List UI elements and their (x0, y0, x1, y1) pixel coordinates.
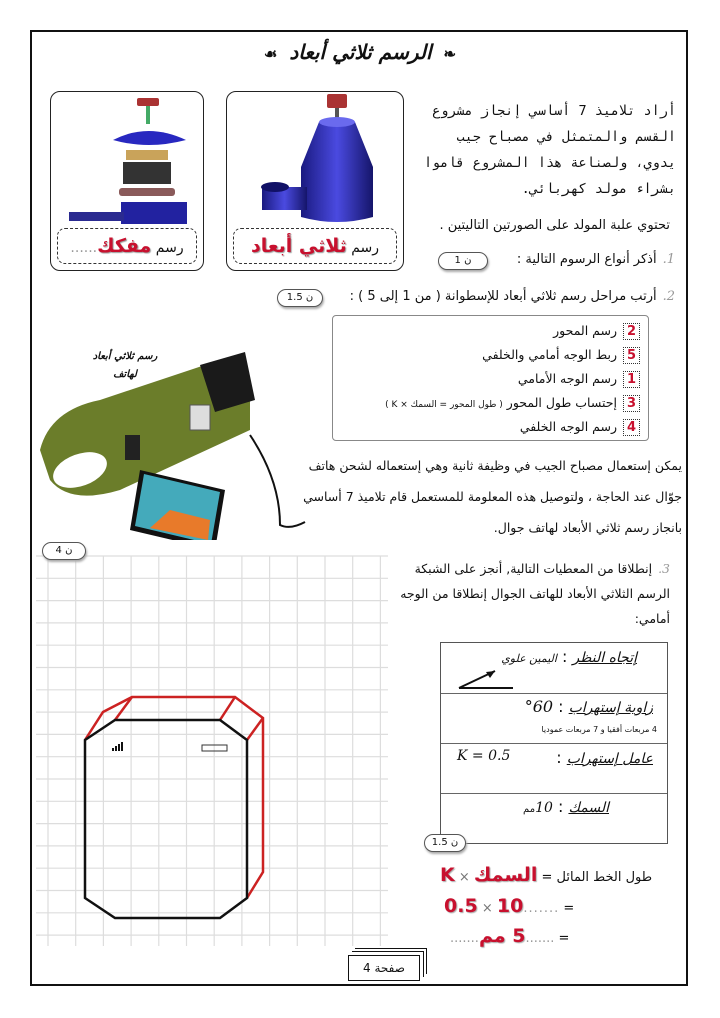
step-answer: 5 (623, 347, 640, 364)
steps-box (332, 315, 649, 441)
caption-answer: مفكك (97, 235, 152, 257)
phone-depth-edge (247, 718, 263, 740)
question-2: 2.أرتب مراحل رسم ثلاثي أبعاد للإسطوانة ( من 1 إلى 5 ) : (349, 289, 675, 304)
thickness-row: السمك : 10مم (523, 797, 609, 816)
exploded-caption: رسم مفكك...... (57, 228, 197, 264)
step-item: 1رسم الوجه الأمامي (518, 371, 640, 388)
question-1: 1.أذكر أنواع الرسوم التالية : (516, 252, 675, 267)
data-table (440, 642, 668, 844)
ornament-icon: ☙ (263, 45, 278, 63)
points-badge: 1.5 ن (277, 289, 323, 307)
points-badge: 1 ن (438, 252, 488, 270)
phone-depth-edge (220, 697, 235, 720)
phone-front-face (85, 720, 247, 918)
direction-row: إتجاه النظر : اليمين علوي (441, 643, 667, 694)
flashlight-charging-phone-image (30, 340, 320, 540)
points-badge: 1.5 ن (424, 834, 466, 852)
generator-exploded-illustration (51, 92, 203, 227)
caption-answer: ثلاثي أبعاد (250, 235, 347, 257)
step-answer: 1 (623, 371, 640, 388)
points-badge: 4 ن (42, 542, 86, 560)
step-answer: 3 (623, 395, 640, 412)
factor-row: عامل إستهراب : K = 0.5 (441, 743, 667, 794)
step-item: 4رسم الوجه الخلفي (520, 419, 640, 436)
step-item: 2رسم المحور (553, 323, 640, 340)
page-number: صفحة 4 (348, 955, 420, 981)
angle-row: زاوية إستهراب : 60° 4 مربعات أفقيا و 7 مربعات عموديا (441, 693, 667, 744)
assembled-caption: رسم ثلاثي أبعاد (233, 228, 397, 264)
step-answer: 4 (623, 419, 640, 436)
drawing-grid (36, 548, 388, 948)
direction-arrow-icon (455, 667, 515, 691)
signal-icon (112, 742, 123, 751)
step-answer: 2 (623, 323, 640, 340)
step-item: 3إحتساب طول المحور ( طول المحور = السمك × K ) (385, 395, 640, 412)
ornament-icon: ❧ (443, 45, 457, 63)
exploded-generator-image (50, 91, 204, 271)
assembled-generator-image (226, 91, 404, 271)
calc-line-1: طول الخط المائل = السمك × K (440, 864, 653, 886)
generator-3d-illustration (227, 92, 403, 232)
step-item: 5ربط الوجه أمامي والخلفي (482, 347, 640, 364)
paragraph: يمكن إستعمال مصباح الجيب في وظيفة ثانية وهي إستعماله لشحن هاتف جوّال عند الحاجة ، ولتوصيل هذه المعلومة للمستعمل قام تلاميذ 7 أساسي بانجاز رسم ثلاثي الأبعاد لهاتف جوال. (303, 458, 682, 535)
intro-text: أراد تلاميذ 7 أساسي إنجاز مشروع القسم والمتمثل في مصباح جيب يدوي، ولصناعة هذا المشروع قاموا بشراء مولد كهربائي. (424, 103, 676, 197)
intro-text-2: تحتوي علبة المولد على الصورتين التاليتين . (439, 218, 670, 233)
calc-line-2: = .......10 × 0.5 (444, 895, 575, 917)
calc-line-3: = .......5 مم....... (450, 925, 570, 947)
question-3: 3.إنطلاقا من المعطيات التالية, أنجز على الشبكة الرسم الثلاثي الأبعاد للهاتف الجوال إنطلاقا من الوجه أمامي: (400, 561, 670, 626)
page-title: ❧الرسم ثلاثي أبعاد☙ (263, 40, 457, 64)
flashlight-note: رسم ثلاثي أبعاد لهاتف (92, 351, 158, 380)
